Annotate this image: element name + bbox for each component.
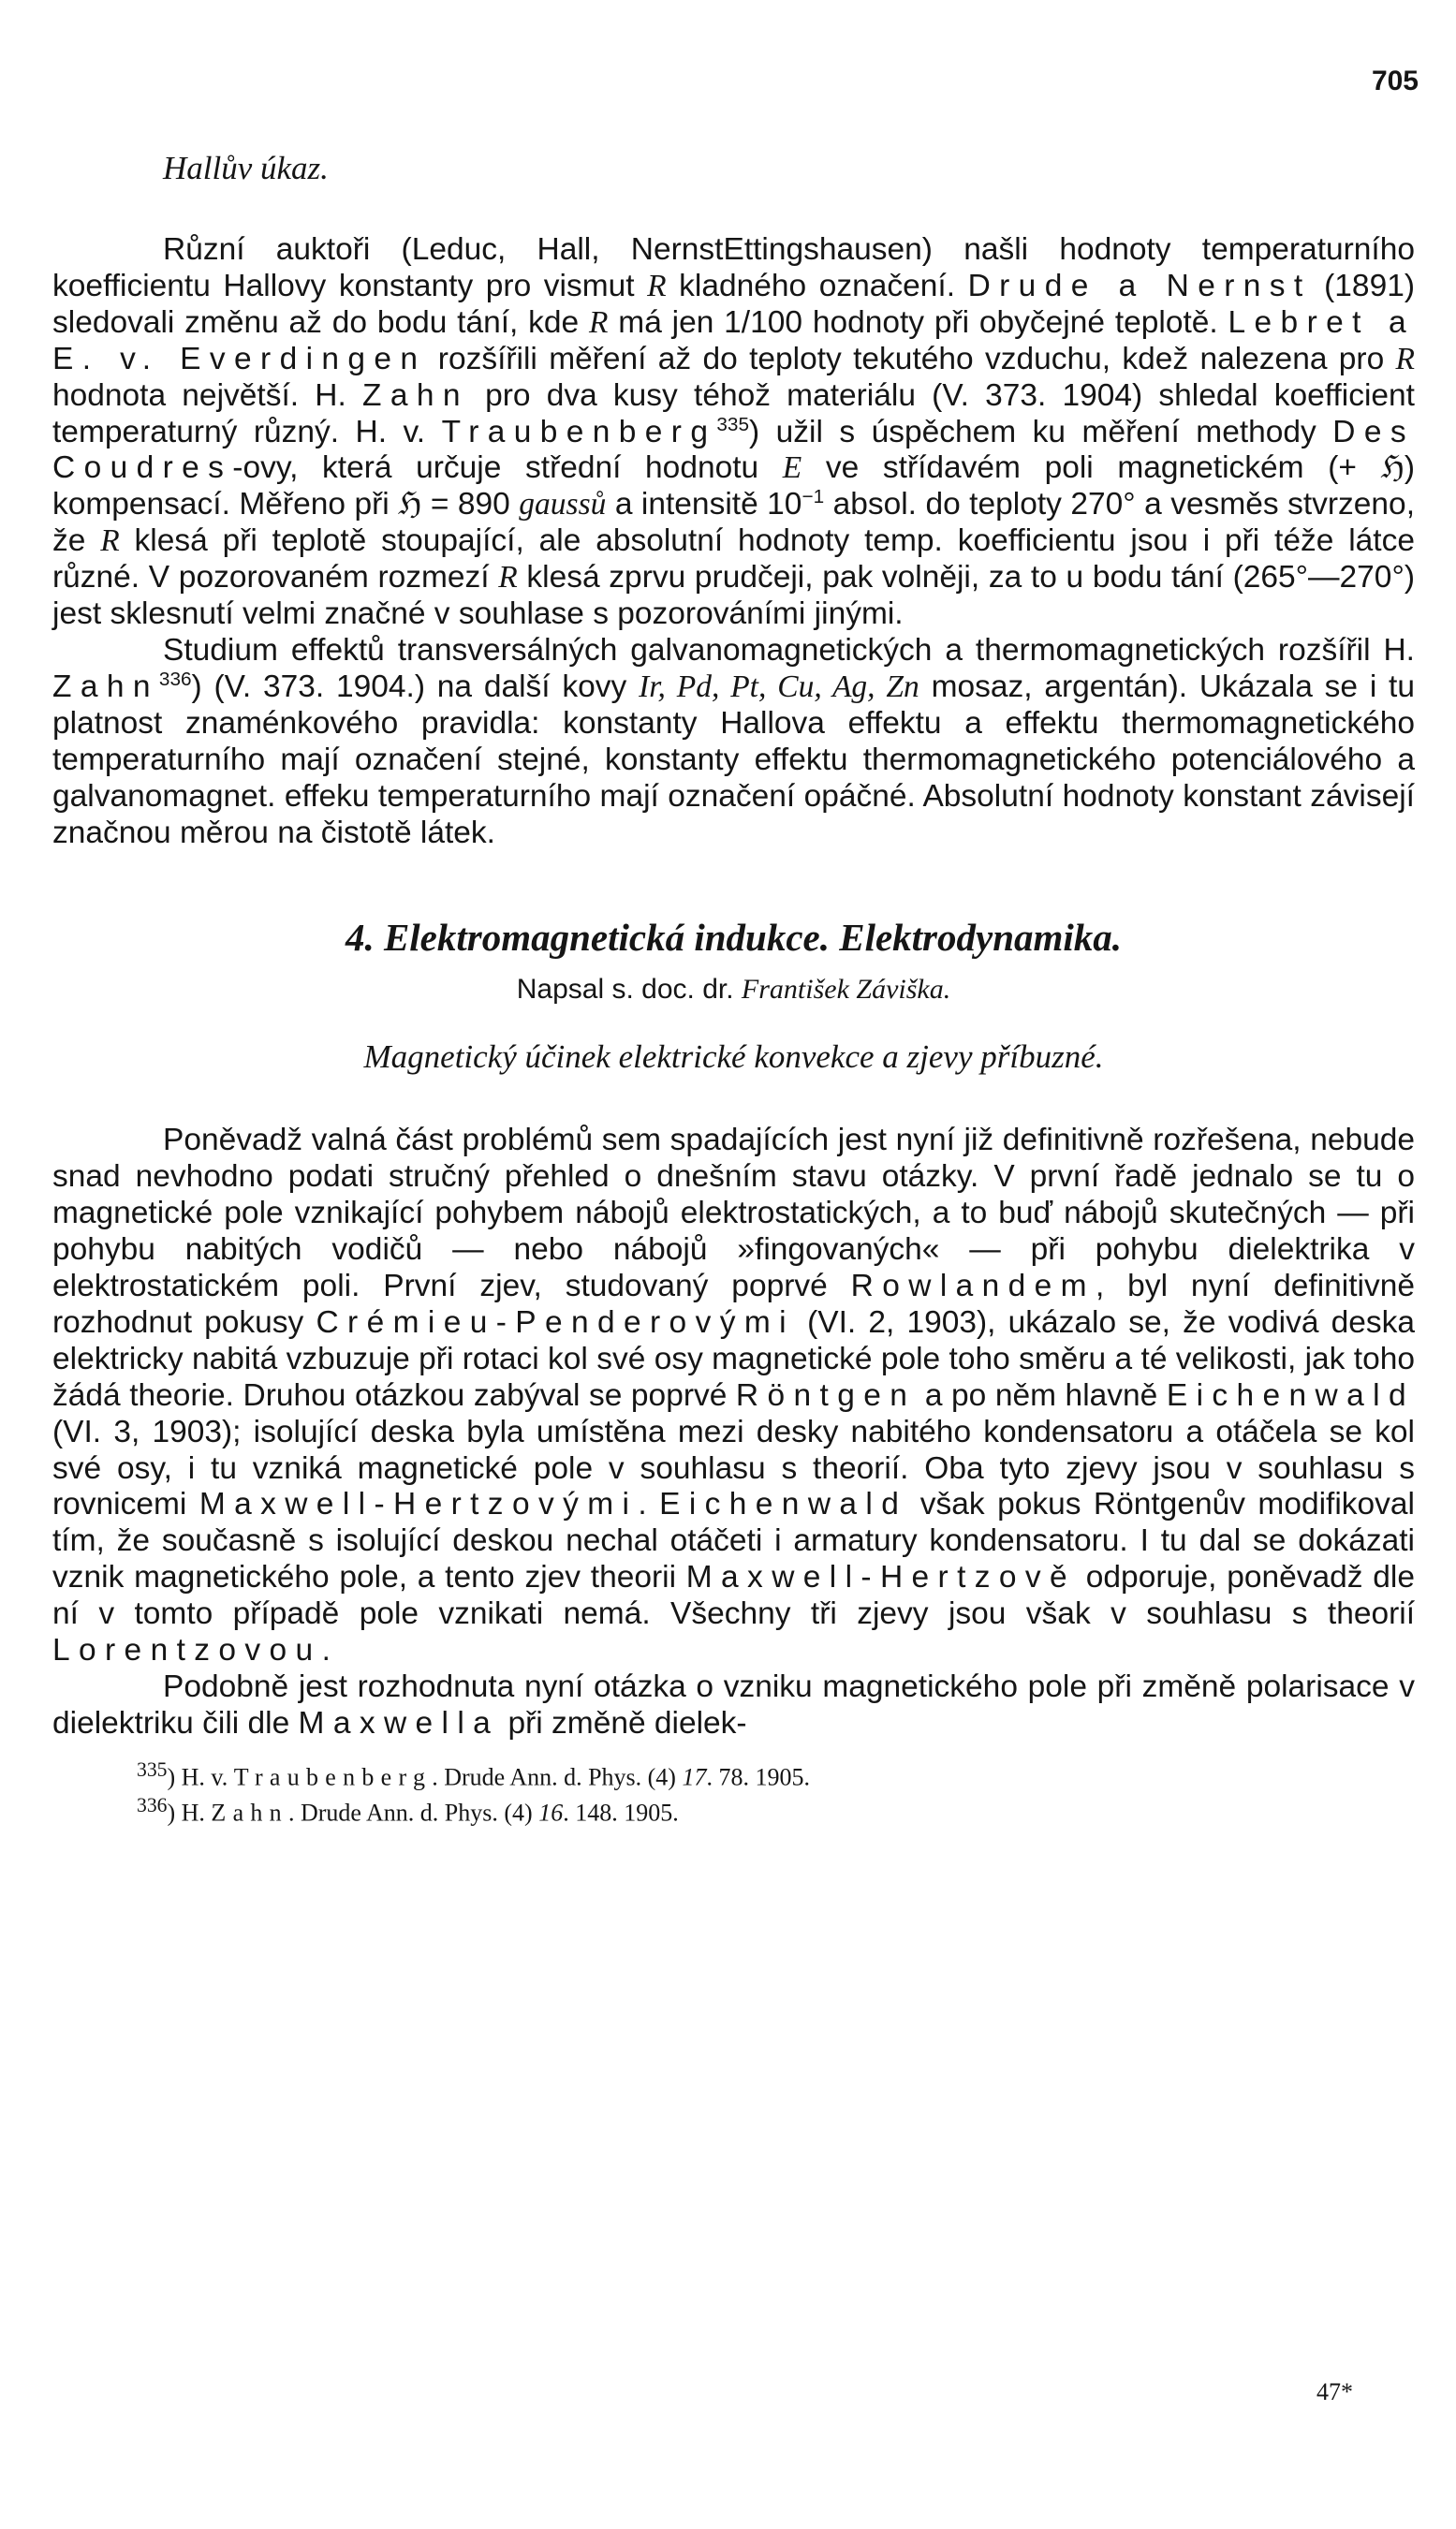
section-heading-hall-effect: Hallův úkaz.	[163, 150, 329, 186]
text-column	[52, 148, 1415, 1828]
footnote-ref: 336	[158, 668, 192, 690]
footnote-ref: 335	[716, 413, 750, 435]
footnote: $^{336}$) H. Zahn. Drude Ann. d. Phys. (4) 16. 148. 1905.	[137, 1794, 679, 1828]
author-line: Napsal s. doc. dr. František Záviška.	[516, 974, 951, 1006]
paragraph: Různí auktoři (Leduc, Hall, NernstEttingshausen) našli hodnoty temperaturního koefficientu Hallovy konstanty pro vismut R kladného označení. Drude a Nernst (1891) sledovali změnu až do bodu tání, kde R má jen 1/100 hodnoty při obyčejné teplotě. Lebret a E. v. Everdingen rozšířili měření až do teploty tekutého vzduchu, kdež nalezena pro R hodnota největší. H. Zahn pro dva kusy téhož materiálu (V. 373. 1904) shledal koefficient temperaturný různý. H. v. Traubenberg$^{335}$) užil s úspěchem ku měření methody Des Coudres-ovy, která určuje střední hodnotu E ve střídavém poli magnetickém (+ ℌ) kompensací. Měřeno při ℌ = 890 gaussů a intensitě $10^{-1}$ absol. do teploty 270° a vesměs stvrzeno, že R klesá při teplotě stoupající, ale absolutní hodnoty temp. koefficientu jsou i při téže látce různé. V pozorovaném rozmezí R klesá zprvu prudčeji, pak volněji, za to u bodu tání (265°—270°) jest sklesnutí velmi značné v souhlase s pozorováními jinými.	[52, 232, 1416, 632]
footnote: $^{335}$) H. v. Traubenberg. Drude Ann. d. Phys. (4) 17. 78. 1905.	[137, 1757, 810, 1791]
paragraph: Studium effektů transversálných galvanomagnetických a thermomagnetických rozšířil H. Zahn$^{336}$) (V. 373. 1904.) na další kovy Ir, Pd, Pt, Cu, Ag, Zn mosaz, argentán). Ukázala se i tu platnost znaménkového pravidla: konstanty Hallova effektu a effektu thermomagnetického temperaturního mají označení stejné, konstanty effektu thermomagnetického potenciálového a galvanomagnet. effeku temperaturního mají označení opáčné. Absolutní hodnoty konstant závisejí značnou měrou na čistotě látek.	[52, 632, 1416, 850]
chapter-heading: 4. Elektromagnetická indukce. Elektrodynamika.	[345, 916, 1123, 960]
section-heading-magnetic-effect: Magnetický účinek elektrické konvekce a zjevy příbuzné.	[363, 1038, 1104, 1076]
paragraph: Poněvadž valná část problémů sem spadajících jest nyní již definitivně rozřešena, nebude snad nevhodno podati stručný přehled o dnešním stavu otázky. V první řadě jednalo se tu o magnetické pole vznikající pohybem nábojů elektrostatických, a to buď nábojů skutečných — při pohybu nabitých vodičů — nebo nábojů »fingovaných« — při pohybu dielektrika v elektrostatickém poli. První zjev, studovaný poprvé Rowlandem, byl nyní definitivně rozhodnut pokusy Crémieu-Penderovými (VI. 2, 1903), ukázalo se, že vodivá deska elektricky nabitá vzbuzuje při rotaci kol své osy magnetické pole toho směru a té velikosti, jak toho žádá theorie. Druhou otázkou zabýval se poprvé Röntgen a po něm hlavně Eichenwald (VI. 3, 1903); isolující deska byla umístěna mezi desky nabitého kondensatoru a otáčela se kol své osy, i tu vzniká magnetické pole v souhlasu s theorií. Oba tyto zjevy jsou v souhlasu s rovnicemi Maxwell-Hertzovými. Eichenwald však pokus Röntgenův modifikoval tím, že současně s isolující deskou nechal otáčeti i armatury kondensatoru. I tu dal se dokázati vznik magnetického pole, a tento zjev theorii Maxwell-Hertzově odporuje, poněvadž dle ní v tomto případě pole vznikati nemá. Všechny tři zjevy jsou však v souhlasu s theorií Lorentzovou.	[52, 1123, 1416, 1669]
footnotes	[52, 1756, 1415, 1828]
page-number: 705	[1371, 66, 1419, 96]
signature-mark: 47*	[1316, 2378, 1353, 2405]
fraction: 1/100	[724, 304, 803, 340]
paragraph: Podobně jest rozhodnuta nyní otázka o vzniku magnetického pole při změně polarisace v dielektriku čili dle Maxwella při změně dielek-	[52, 1669, 1415, 1741]
